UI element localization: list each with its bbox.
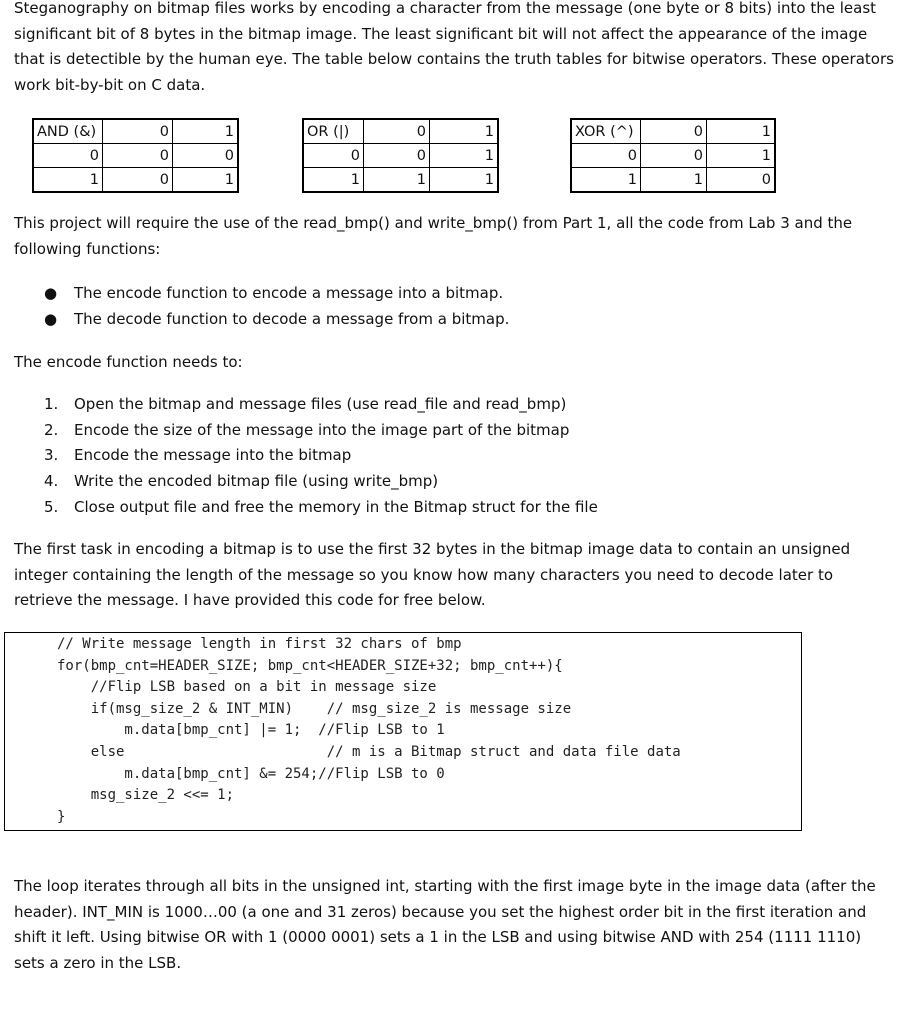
list-item — [0, 307, 880, 333]
first-task-paragraph: The first task in encoding a bitmap is to use the first 32 bytes in the bitmap image data to contain an unsigned integer containing the length of the message so you know how many characters you need to decode later to retrieve the message. I have provided this code for free below. — [14, 540, 851, 610]
list-item — [0, 469, 880, 495]
code-block — [4, 632, 802, 831]
encode-steps-list — [0, 392, 880, 520]
table-cell: 0 — [103, 144, 173, 168]
list-item-text: The decode function to decode a message from a bitmap. — [74, 309, 510, 328]
table-cell: 0 — [364, 119, 430, 144]
table-cell: 1 — [707, 144, 776, 168]
list-item — [0, 495, 880, 521]
table-cell: 0 — [707, 168, 776, 193]
table-cell: 0 — [641, 144, 707, 168]
list-item — [0, 443, 880, 469]
step-text: Close output file and free the memory in the Bitmap struct for the file — [74, 497, 598, 516]
encode-intro-paragraph: The encode function needs to: — [14, 353, 243, 371]
list-item — [0, 392, 880, 418]
or-truth-table — [302, 118, 499, 193]
intro-paragraph: Steganography on bitmap files works by encoding a character from the message (one byte or 8 bits) into the least significant bit of 8 bytes in the bitmap image. The least significant bit will not affect the appearance of the image that is detectible by the human eye. The table below contains the truth tables for bitwise operators. These operators work bit-by-bit on C data. — [14, 0, 894, 95]
step-text: Write the encoded bitmap file (using write_bmp) — [74, 472, 439, 491]
table-cell: 0 — [103, 119, 173, 144]
project-requirements-paragraph: This project will require the use of the read_bmp() and write_bmp() from Part 1, all the code from Lab 3 and the following functions: — [14, 214, 853, 258]
or-table-header: OR (|) — [303, 119, 364, 144]
list-item-text: The encode function to encode a message into a bitmap. — [74, 284, 504, 302]
table-cell: 0 — [33, 144, 103, 168]
table-cell: 0 — [364, 144, 430, 168]
step-text: Open the bitmap and message files (use read_file and read_bmp) — [74, 395, 567, 413]
step-text: Encode the message into the bitmap — [74, 446, 352, 465]
table-cell: 0 — [571, 144, 641, 168]
table-cell: 1 — [707, 119, 776, 144]
table-cell: 1 — [364, 168, 430, 193]
step-number: 1. — [44, 395, 59, 413]
bullet-icon: ● — [44, 309, 58, 328]
xor-truth-table — [570, 118, 776, 193]
table-cell: 1 — [173, 168, 239, 193]
and-table-header: AND (&) — [33, 119, 103, 144]
table-cell: 1 — [303, 168, 364, 193]
table-cell: 0 — [303, 144, 364, 168]
table-cell: 1 — [33, 168, 103, 193]
step-number: 2. — [44, 420, 59, 439]
list-item — [0, 281, 880, 307]
bullet-icon: ● — [44, 284, 58, 302]
and-truth-table — [32, 118, 239, 193]
table-cell: 1 — [641, 168, 707, 193]
table-cell: 0 — [641, 119, 707, 144]
table-cell: 1 — [571, 168, 641, 193]
code-text: // Write message length in first 32 chars of bmp for(bmp_cnt=HEADER_SIZE; bmp_cnt<HEADER_SIZE+32; bmp_cnt++){ //Flip LSB based on a bit in message size if(msg_size_2 & INT_MIN) // msg_size_2 is message size m.data[bmp_cnt] |= 1; //Flip LSB to 1 else // m is a Bitmap struct and data file data m.data[bmp_cnt] &= 254;//Flip LSB to 0 msg_size_2 <<= 1; } — [57, 636, 681, 825]
step-text: Encode the size of the message into the image part of the bitmap — [74, 420, 570, 439]
loop-explanation-paragraph: The loop iterates through all bits in the unsigned int, starting with the first image byte in the image data (after the header). INT_MIN is 1000…00 (a one and 31 zeros) because you set the highest order bit in the first iteration and shift it left. Using bitwise OR with 1 (0000 0001) sets a 1 in the LSB and using bitwise AND with 254 (1111 1110) sets a zero in the LSB. — [14, 877, 876, 973]
step-number: 3. — [44, 446, 59, 465]
step-number: 4. — [44, 472, 59, 491]
function-bullet-list — [0, 281, 880, 332]
table-cell: 0 — [173, 144, 239, 168]
table-cell: 0 — [103, 168, 173, 193]
table-cell: 1 — [430, 144, 499, 168]
table-cell: 1 — [430, 168, 499, 193]
xor-table-header: XOR (^) — [571, 119, 641, 144]
step-number: 5. — [44, 497, 59, 516]
table-cell: 1 — [430, 119, 499, 144]
list-item — [0, 418, 880, 444]
table-cell: 1 — [173, 119, 239, 144]
